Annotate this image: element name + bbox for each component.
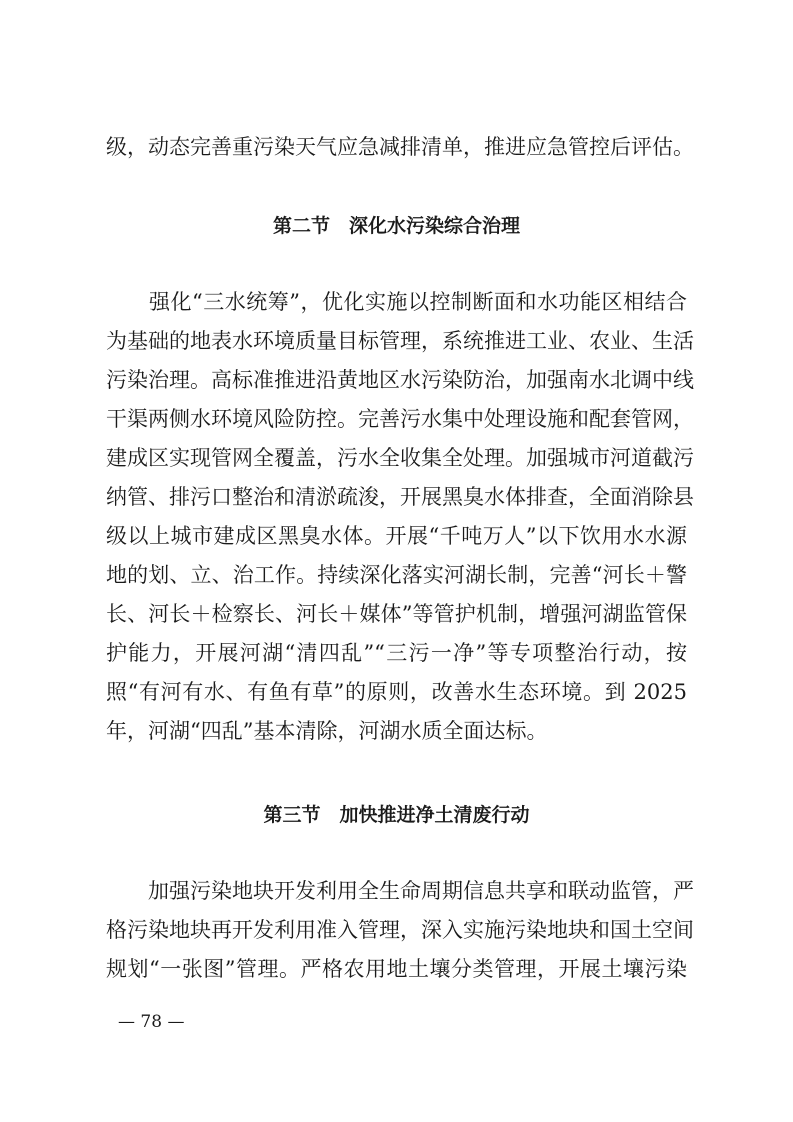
page-number: — 78 — (118, 1012, 185, 1032)
paragraph-line: 级，动态完善重污染天气应急减排清单，推进应急管控后评估。 (106, 135, 694, 159)
paragraph-line: 规划“一张图”管理。严格农用地土壤分类管理，开展土壤污染 (106, 957, 687, 981)
paragraph-line: 强化“三水统筹”，优化实施以控制断面和水功能区相结合 (106, 290, 687, 314)
paragraph-line: 纳管、排污口整治和清淤疏浚，开展黑臭水体排查，全面消除县 (106, 485, 694, 509)
paragraph-line: 加强污染地块开发利用全生命周期信息共享和联动监管，严 (106, 879, 694, 903)
paragraph-line: 污染治理。高标准推进沿黄地区水污染防治，加强南水北调中线 (106, 368, 694, 392)
paragraph-line: 长、河长＋检察长、河长＋媒体”等管护机制，增强河湖监管保 (106, 602, 687, 626)
paragraph-line: 格污染地块再开发利用准入管理，深入实施污染地块和国土空间 (106, 918, 694, 942)
section-heading: 第三节 加快推进净土清废行动 (263, 804, 530, 826)
paragraph-line: 干渠两侧水环境风险防控。完善污水集中处理设施和配套管网， (106, 407, 694, 431)
paragraph-line: 护能力，开展河湖“清四乱”“三污一净”等专项整治行动，按 (106, 641, 687, 665)
paragraph-line: 为基础的地表水环境质量目标管理，系统推进工业、农业、生活 (106, 329, 694, 353)
paragraph-line: 年，河湖“四乱”基本清除，河湖水质全面达标。 (106, 719, 548, 743)
paragraph-line: 地的划、立、治工作。持续深化落实河湖长制，完善“河长＋警 (106, 563, 687, 587)
section-heading: 第二节 深化水污染综合治理 (272, 215, 520, 237)
paragraph-line: 照“有河有水、有鱼有草”的原则，改善水生态环境。到 2025 (106, 680, 687, 704)
paragraph-line: 级以上城市建成区黑臭水体。开展“千吨万人”以下饮用水水源 (106, 524, 687, 548)
paragraph-line: 建成区实现管网全覆盖，污水全收集全处理。加强城市河道截污 (106, 446, 694, 470)
